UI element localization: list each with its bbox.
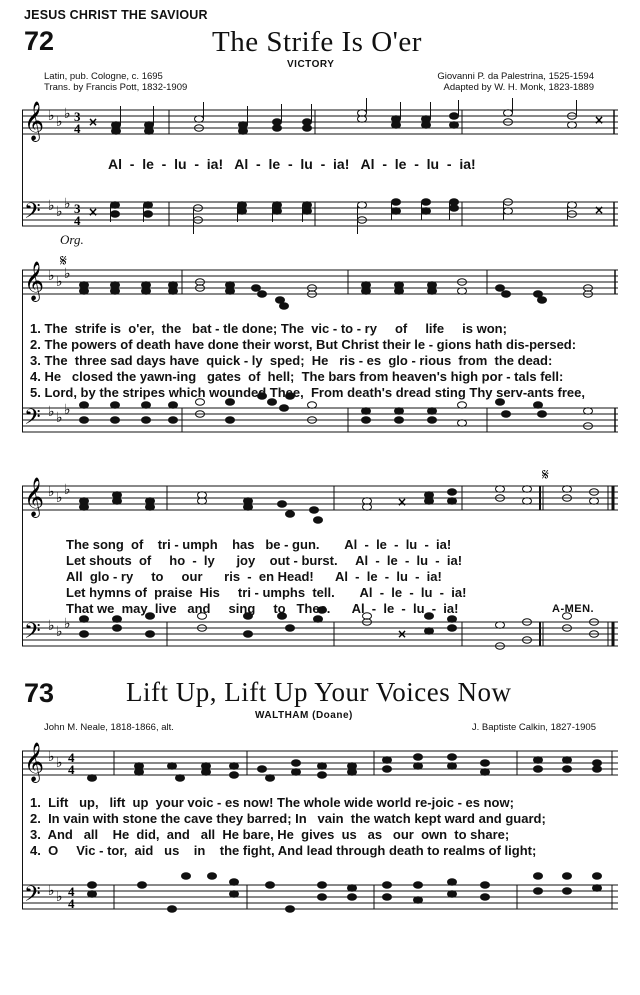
segno-icon: 𝄋 (542, 470, 549, 484)
hymn-73-verse-3: 3. And all He did, and all He bare, He gives us as our own to share; (30, 827, 510, 842)
hymn-72-verse-4-line-2: Let hymns of praise His tri - umphs tell. Al - le - lu - ia! (66, 585, 467, 600)
svg-text:♭: ♭ (48, 484, 55, 500)
hymn-72-intro-lyric: Al - le - lu - ia! Al - le - lu - ia! Al - le - lu - ia! (108, 156, 476, 172)
svg-text:♭: ♭ (48, 749, 55, 765)
svg-text:4: 4 (74, 213, 81, 228)
svg-text:♭: ♭ (56, 274, 63, 290)
hymn-72-verse-4-line-1: 4. He closed the yawn-ing gates of hell; The bars from heaven's high por - tals fell: (30, 369, 564, 384)
hymn-72-text-credit-1: Latin, pub. Cologne, c. 1695 (44, 71, 163, 82)
svg-text:♭: ♭ (48, 108, 55, 124)
hymn-72-verse-3-line-2: All glo - ry to our ris - en Head! Al - le - lu - ia! (66, 569, 442, 584)
svg-text:♭: ♭ (48, 618, 55, 634)
hymn-72-music-credit-2: Adapted by W. H. Monk, 1823-1889 (443, 82, 594, 93)
svg-text:♭: ♭ (56, 114, 63, 130)
hymn-73-title: Lift Up, Lift Up Your Voices Now (126, 677, 512, 707)
svg-text:4: 4 (68, 750, 75, 765)
svg-text:♭: ♭ (48, 404, 55, 420)
hymn-72-verse-2-line-2: Let shouts of ho - ly joy out - burst. Al - le - lu - ia! (66, 553, 463, 568)
hymn-72-verse-3-line-1: 3. The three sad days have quick - ly sped; He ris - es glo - rious from the dead: (30, 353, 553, 368)
svg-text:×: × (594, 113, 605, 127)
svg-text:♭: ♭ (64, 616, 71, 632)
hymn-72-verse-1-line-2: The song of tri - umph has be - gun. Al - le - lu - ia! (66, 537, 452, 552)
svg-text:×: × (88, 205, 99, 219)
running-head: JESUS CHRIST THE SAVIOUR (24, 8, 208, 22)
hymn-72-tune-name: VICTORY (287, 59, 335, 70)
bass-clef-icon: 𝄢 (24, 882, 41, 912)
hymn-73-verse-1: 1. Lift up, lift up your voic - es now! The whole wide world re-joic - es now; (30, 795, 514, 810)
svg-text:♭: ♭ (64, 106, 71, 122)
svg-text:♭: ♭ (56, 490, 63, 506)
svg-text:×: × (88, 115, 99, 129)
treble-clef-icon: 𝄞 (24, 742, 45, 782)
svg-text:♭: ♭ (48, 883, 55, 899)
svg-text:♭: ♭ (56, 889, 63, 905)
svg-text:♭: ♭ (56, 755, 63, 771)
svg-text:♭: ♭ (56, 410, 63, 426)
hymn-72-verse-1-line-1: 1. The strife is o'er, the bat - tle done; The vic - to - ry of life is won; (30, 321, 507, 336)
hymn-72-verse-2-line-1: 2. The powers of death have done their worst, But Christ their le - gions hath dis-persed: (30, 337, 577, 352)
treble-clef-icon: 𝄞 (24, 101, 45, 141)
svg-text:4: 4 (68, 896, 75, 911)
hymn-73-verse-4: 4. O Vic - tor, aid us in the fight, And lead through death to realms of light; (30, 843, 537, 858)
svg-text:♭: ♭ (56, 204, 63, 220)
hymn-72-music-credit-1: Giovanni P. da Palestrina, 1525-1594 (437, 71, 594, 82)
hymn-72-title: The Strife Is O'er (212, 26, 422, 58)
bass-clef-icon: 𝄢 (24, 405, 41, 435)
svg-text:♭: ♭ (64, 266, 71, 282)
hymn-72-number: 72 (24, 26, 55, 56)
svg-text:×: × (594, 203, 605, 217)
hymn-72-verse-5-line-2: That we may live and sing to Thee. Al - le - lu - ia! (66, 601, 459, 616)
hymn-72-verse-5-line-1: 5. Lord, by the stripes which wounded Thee, From death's dread sting Thy serv-ants free, (30, 385, 585, 400)
svg-text:4: 4 (74, 121, 81, 136)
svg-text:♭: ♭ (48, 198, 55, 214)
organ-marking: Org. (60, 232, 84, 247)
amen-label: A-MEN. (552, 603, 595, 615)
svg-text:×: × (397, 627, 408, 641)
svg-text:♭: ♭ (64, 482, 71, 498)
svg-text:3: 3 (74, 109, 81, 124)
treble-clef-icon: 𝄞 (24, 261, 45, 301)
svg-text:4: 4 (68, 762, 75, 777)
svg-text:3: 3 (74, 201, 81, 216)
svg-text:♭: ♭ (64, 196, 71, 212)
hymn-73-music-credit: J. Baptiste Calkin, 1827-1905 (471, 722, 596, 733)
bass-clef-icon: 𝄢 (24, 619, 41, 649)
bass-clef-icon: 𝄢 (24, 199, 41, 229)
hymn-72-text-credit-2: Trans. by Francis Pott, 1832-1909 (44, 82, 188, 93)
svg-text:♭: ♭ (56, 624, 63, 640)
svg-text:×: × (397, 495, 408, 509)
svg-text:♭: ♭ (48, 268, 55, 284)
segno-icon: 𝄋 (60, 256, 67, 270)
treble-clef-icon: 𝄞 (24, 477, 45, 517)
svg-text:4: 4 (68, 884, 75, 899)
hymn-73-number: 73 (24, 678, 55, 708)
hymn-73-text-credit: John M. Neale, 1818-1866, alt. (44, 722, 174, 733)
hymn-73-tune-name: WALTHAM (Doane) (255, 710, 353, 721)
hymn-73-verse-2: 2. In vain with stone the cave they barred; In vain the watch kept ward and guard; (30, 811, 546, 826)
svg-text:♭: ♭ (64, 402, 71, 418)
